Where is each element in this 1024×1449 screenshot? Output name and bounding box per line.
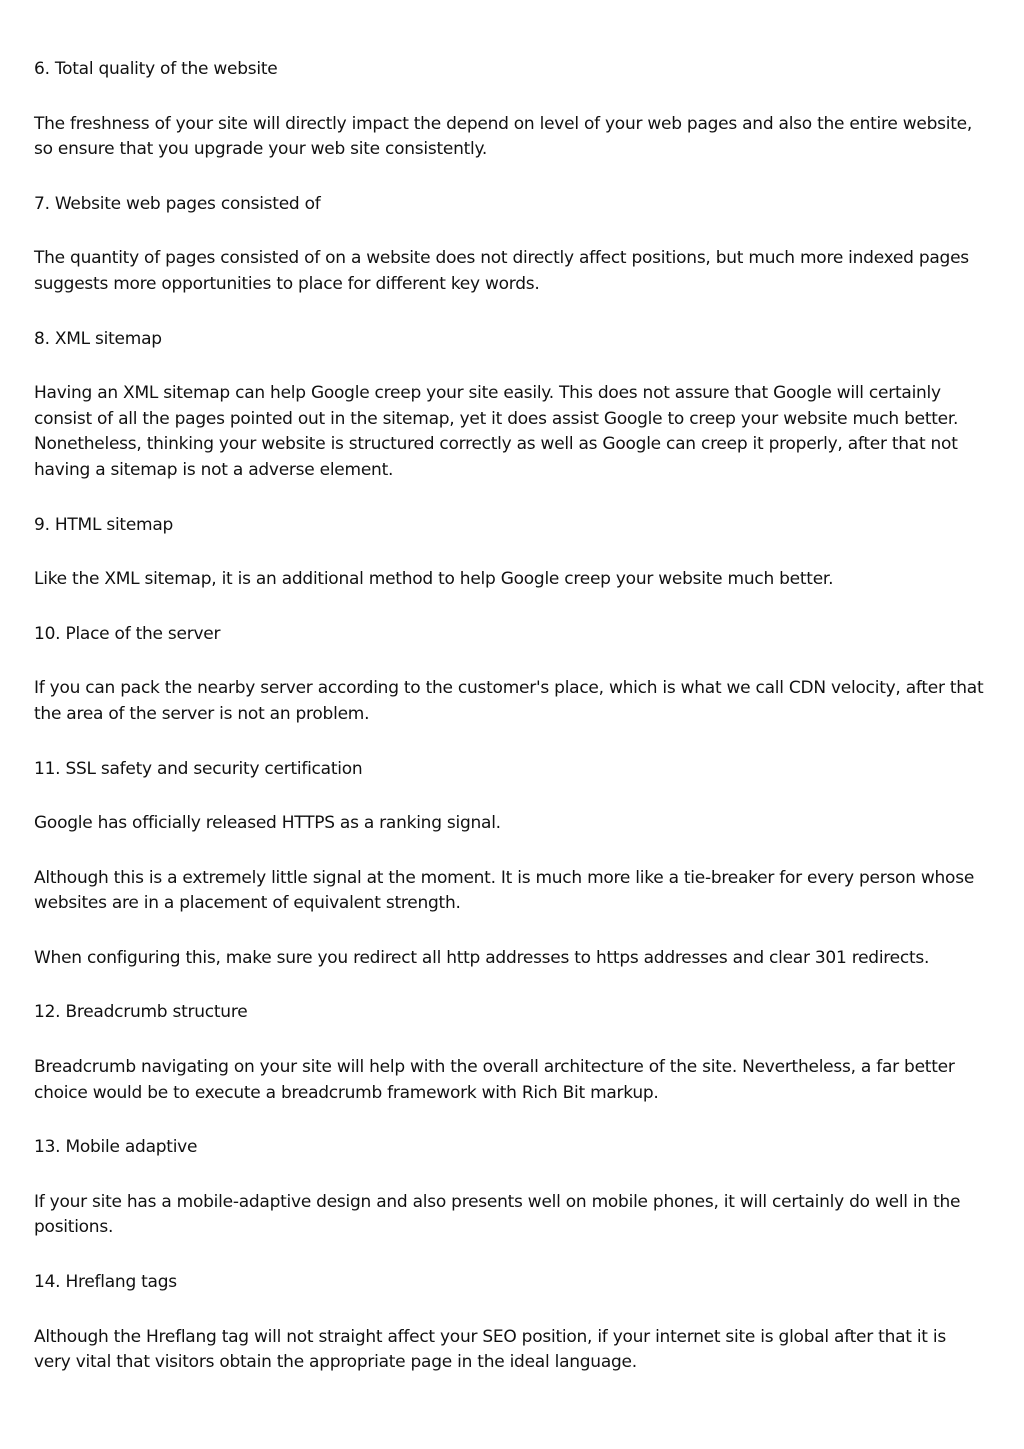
section-heading: 6. Total quality of the website	[34, 59, 278, 79]
paragraph: Having an XML sitemap can help Google creep your site easily. This does not assure that Google will certainly consist of all the pages pointed out in the sitemap, yet it does assist Google to creep your website much better. Nonetheless, thinking your website is structured correctly as well as Google can creep it properly, after that not having a sitemap is not a adverse element.	[34, 383, 959, 480]
section-heading: 8. XML sitemap	[34, 328, 162, 349]
section-heading: 13. Mobile adaptive	[34, 1137, 198, 1158]
section-heading: 12. Breadcrumb structure	[34, 1002, 248, 1023]
section-heading: 14. Hreflang tags	[34, 1272, 177, 1293]
section-heading: 7. Website web pages consisted of	[34, 193, 321, 214]
section-heading: 10. Place of the server	[34, 623, 221, 644]
document-body	[34, 57, 986, 1405]
paragraph: Although the Hreflang tag will not straight affect your SEO position, if your internet site is global after that it is very vital that visitors obtain the appropriate page in the ideal language.	[34, 1326, 946, 1373]
paragraph: Breadcrumb navigating on your site will help with the overall architecture of the site. Nevertheless, a far better choice would be to execute a breadcrumb framework with Rich Bit markup.	[34, 1057, 955, 1103]
paragraph: When configuring this, make sure you redirect all http addresses to https addresses and clear 301 redirects.	[34, 947, 930, 968]
paragraph: If your site has a mobile-adaptive design and also presents well on mobile phones, it will certainly do well in the positions.	[34, 1191, 961, 1238]
section-heading: 11. SSL safety and security certification	[34, 758, 363, 779]
paragraph: If you can pack the nearby server according to the customer's place, which is what we call CDN velocity, after that the area of the server is not an problem.	[34, 678, 984, 724]
paragraph: The quantity of pages consisted of on a website does not directly affect positions, but much more indexed pages suggests more opportunities to place for different key words.	[34, 248, 969, 294]
paragraph: Google has officially released HTTPS as a ranking signal.	[34, 813, 501, 834]
section-heading: 9. HTML sitemap	[34, 514, 174, 535]
paragraph: The freshness of your site will directly impact the depend on level of your web pages and also the entire website, so ensure that you upgrade your web site consistently.	[34, 113, 972, 160]
paragraph: Although this is a extremely little signal at the moment. It is much more like a tie-breaker for every person whose websites are in a placement of equivalent strength.	[34, 867, 975, 914]
paragraph: Like the XML sitemap, it is an additional method to help Google creep your website much better.	[34, 569, 834, 590]
